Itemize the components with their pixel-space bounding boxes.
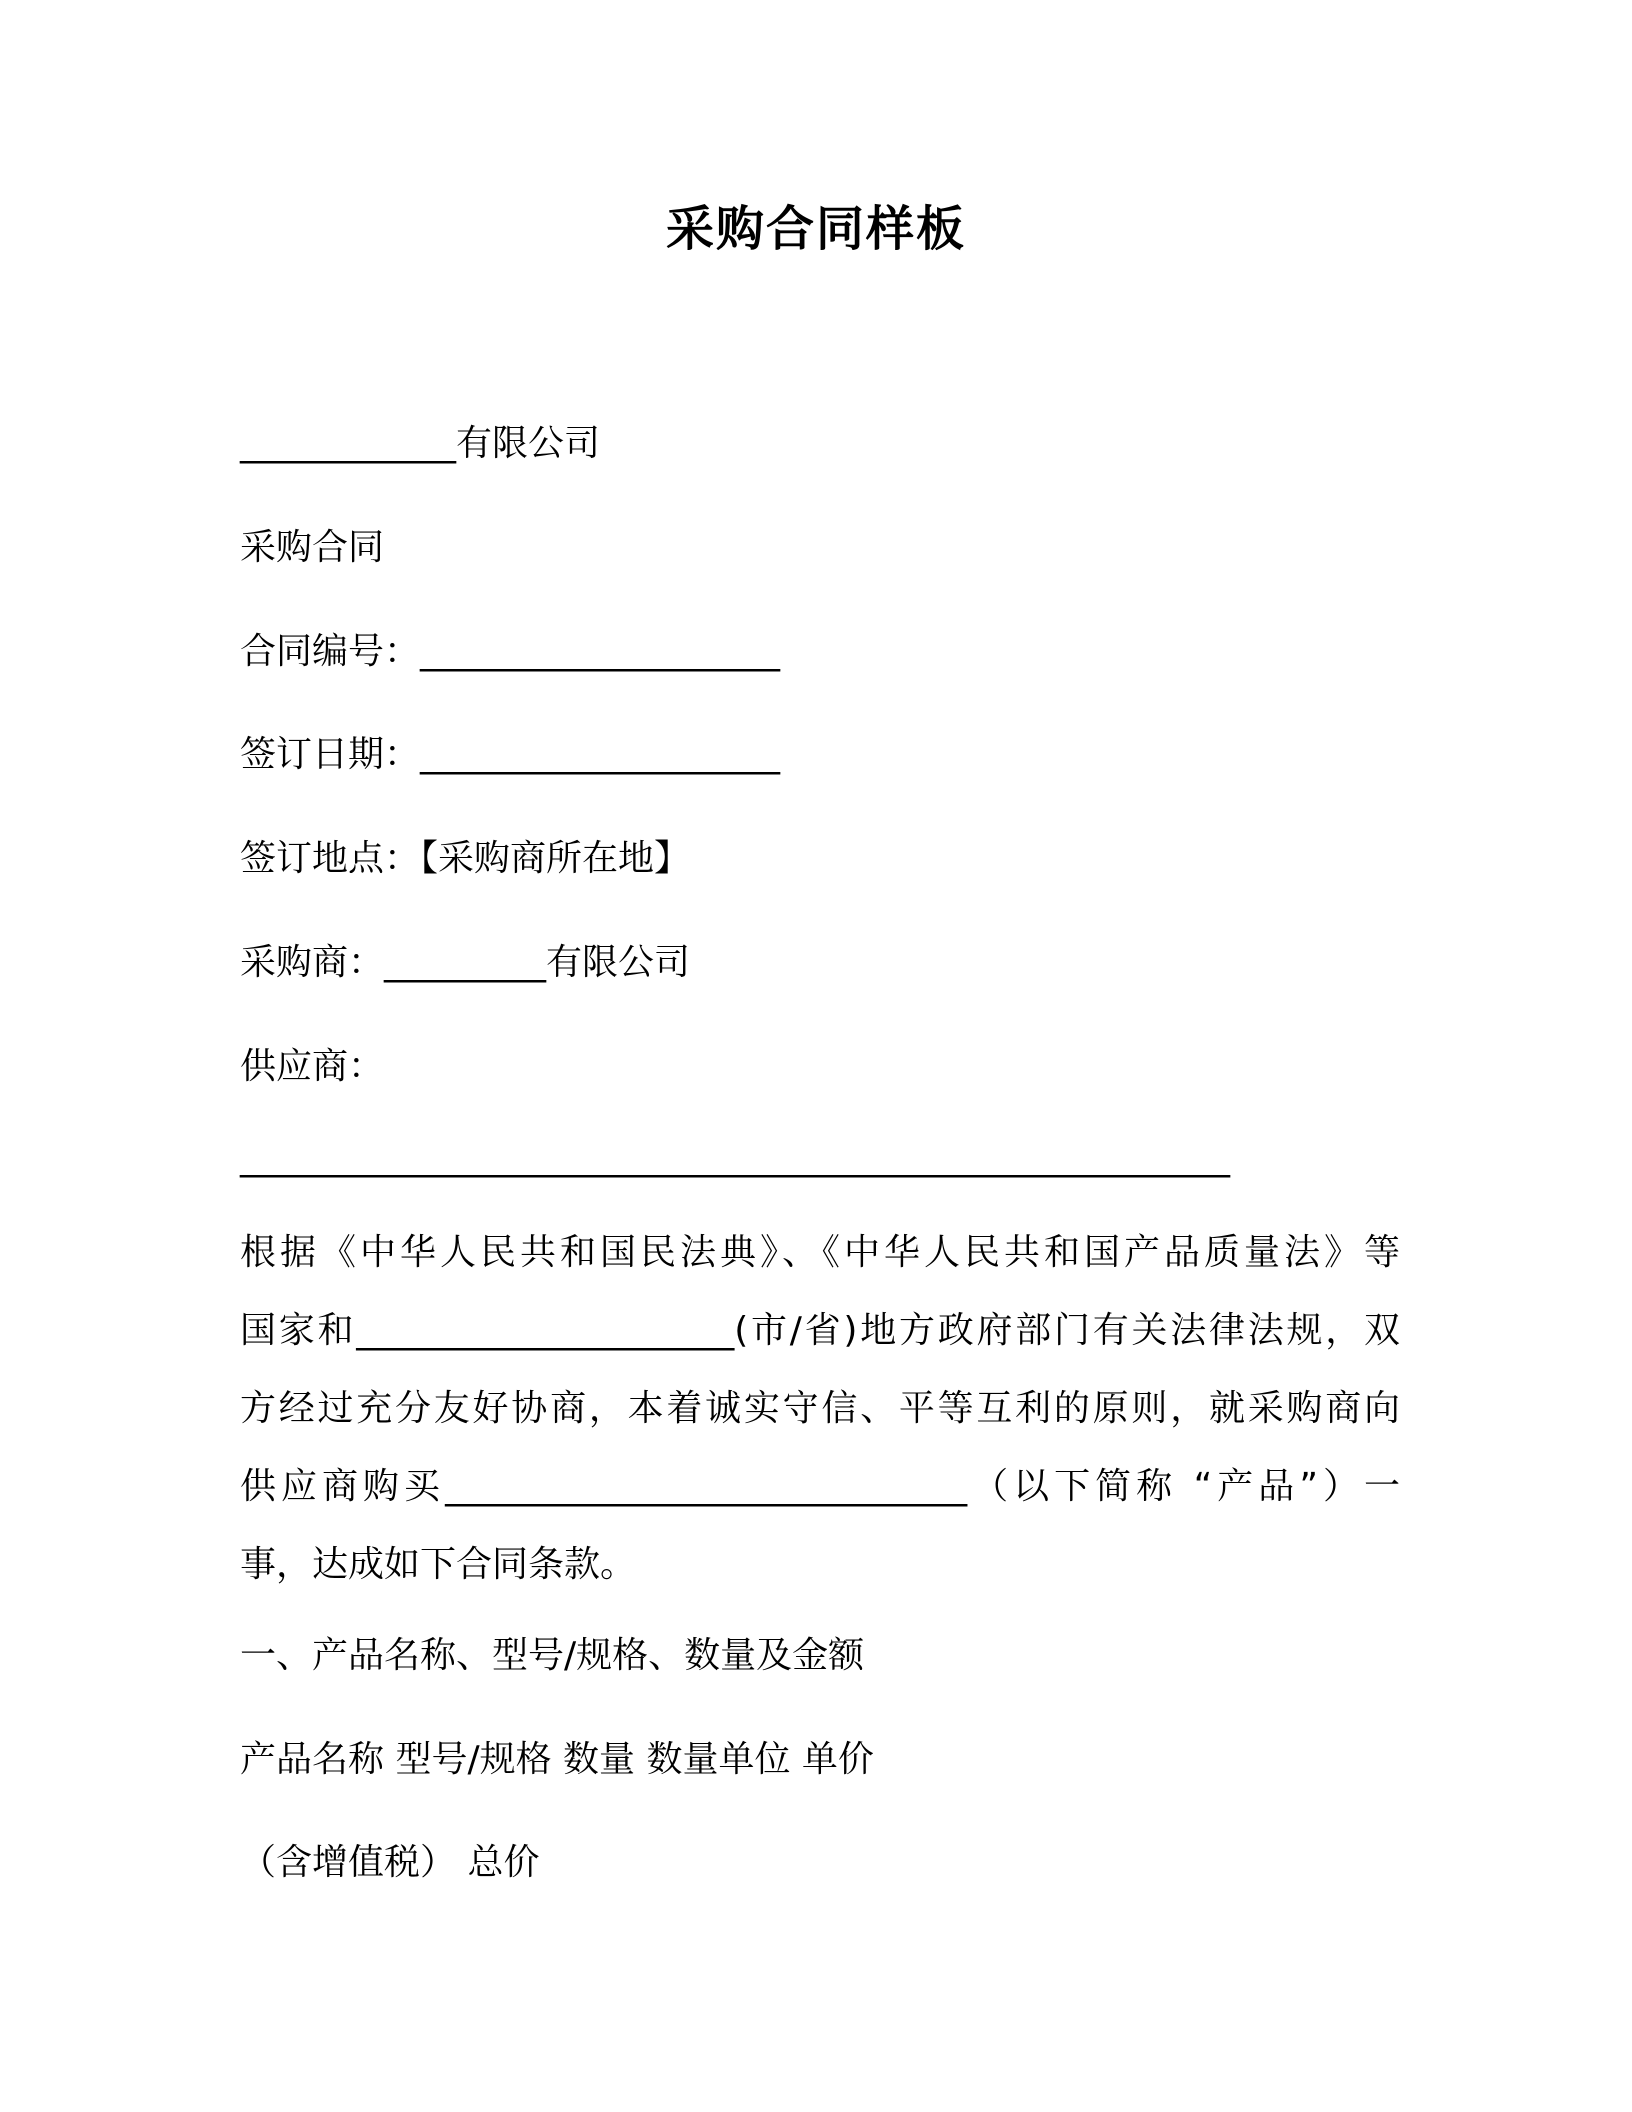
supplier-blank-line: _______________________________________________________ <box>240 1137 1230 1178</box>
intro-line: 根据《中华人民共和国民法典》、《中华人民共和国产品质量法》等 <box>240 1232 1400 1273</box>
intro-paragraph <box>240 1214 1400 1604</box>
intro-line: 国家和_____________________(市/省)地方政府部门有关法律法规，双 <box>240 1310 1400 1351</box>
table-header-line: 产品名称 型号/规格 数量 数量单位 单价 <box>240 1739 874 1780</box>
intro-line: 事，达成如下合同条款。 <box>240 1544 637 1585</box>
sign-date-line: 签订日期：____________________ <box>240 734 781 775</box>
contract-heading: 采购合同 <box>240 527 385 568</box>
table-header-line: （含增值税） 总价 <box>240 1842 540 1883</box>
sign-place-line: 签订地点：【采购商所在地】 <box>240 838 691 879</box>
document-title: 采购合同样板 <box>665 201 966 257</box>
supplier-line: 供应商： <box>240 1046 385 1087</box>
purchaser-line: 采购商：_________有限公司 <box>240 942 691 983</box>
contract-number-line: 合同编号：____________________ <box>240 631 781 672</box>
intro-line: 供应商购买_____________________________（以下简称 “产品”）一 <box>240 1466 1400 1507</box>
company-line: ____________有限公司 <box>240 423 601 464</box>
section-heading: 一、产品名称、型号/规格、数量及金额 <box>240 1635 865 1676</box>
intro-line: 方经过充分友好协商，本着诚实守信、平等互利的原则，就采购商向 <box>240 1388 1400 1429</box>
